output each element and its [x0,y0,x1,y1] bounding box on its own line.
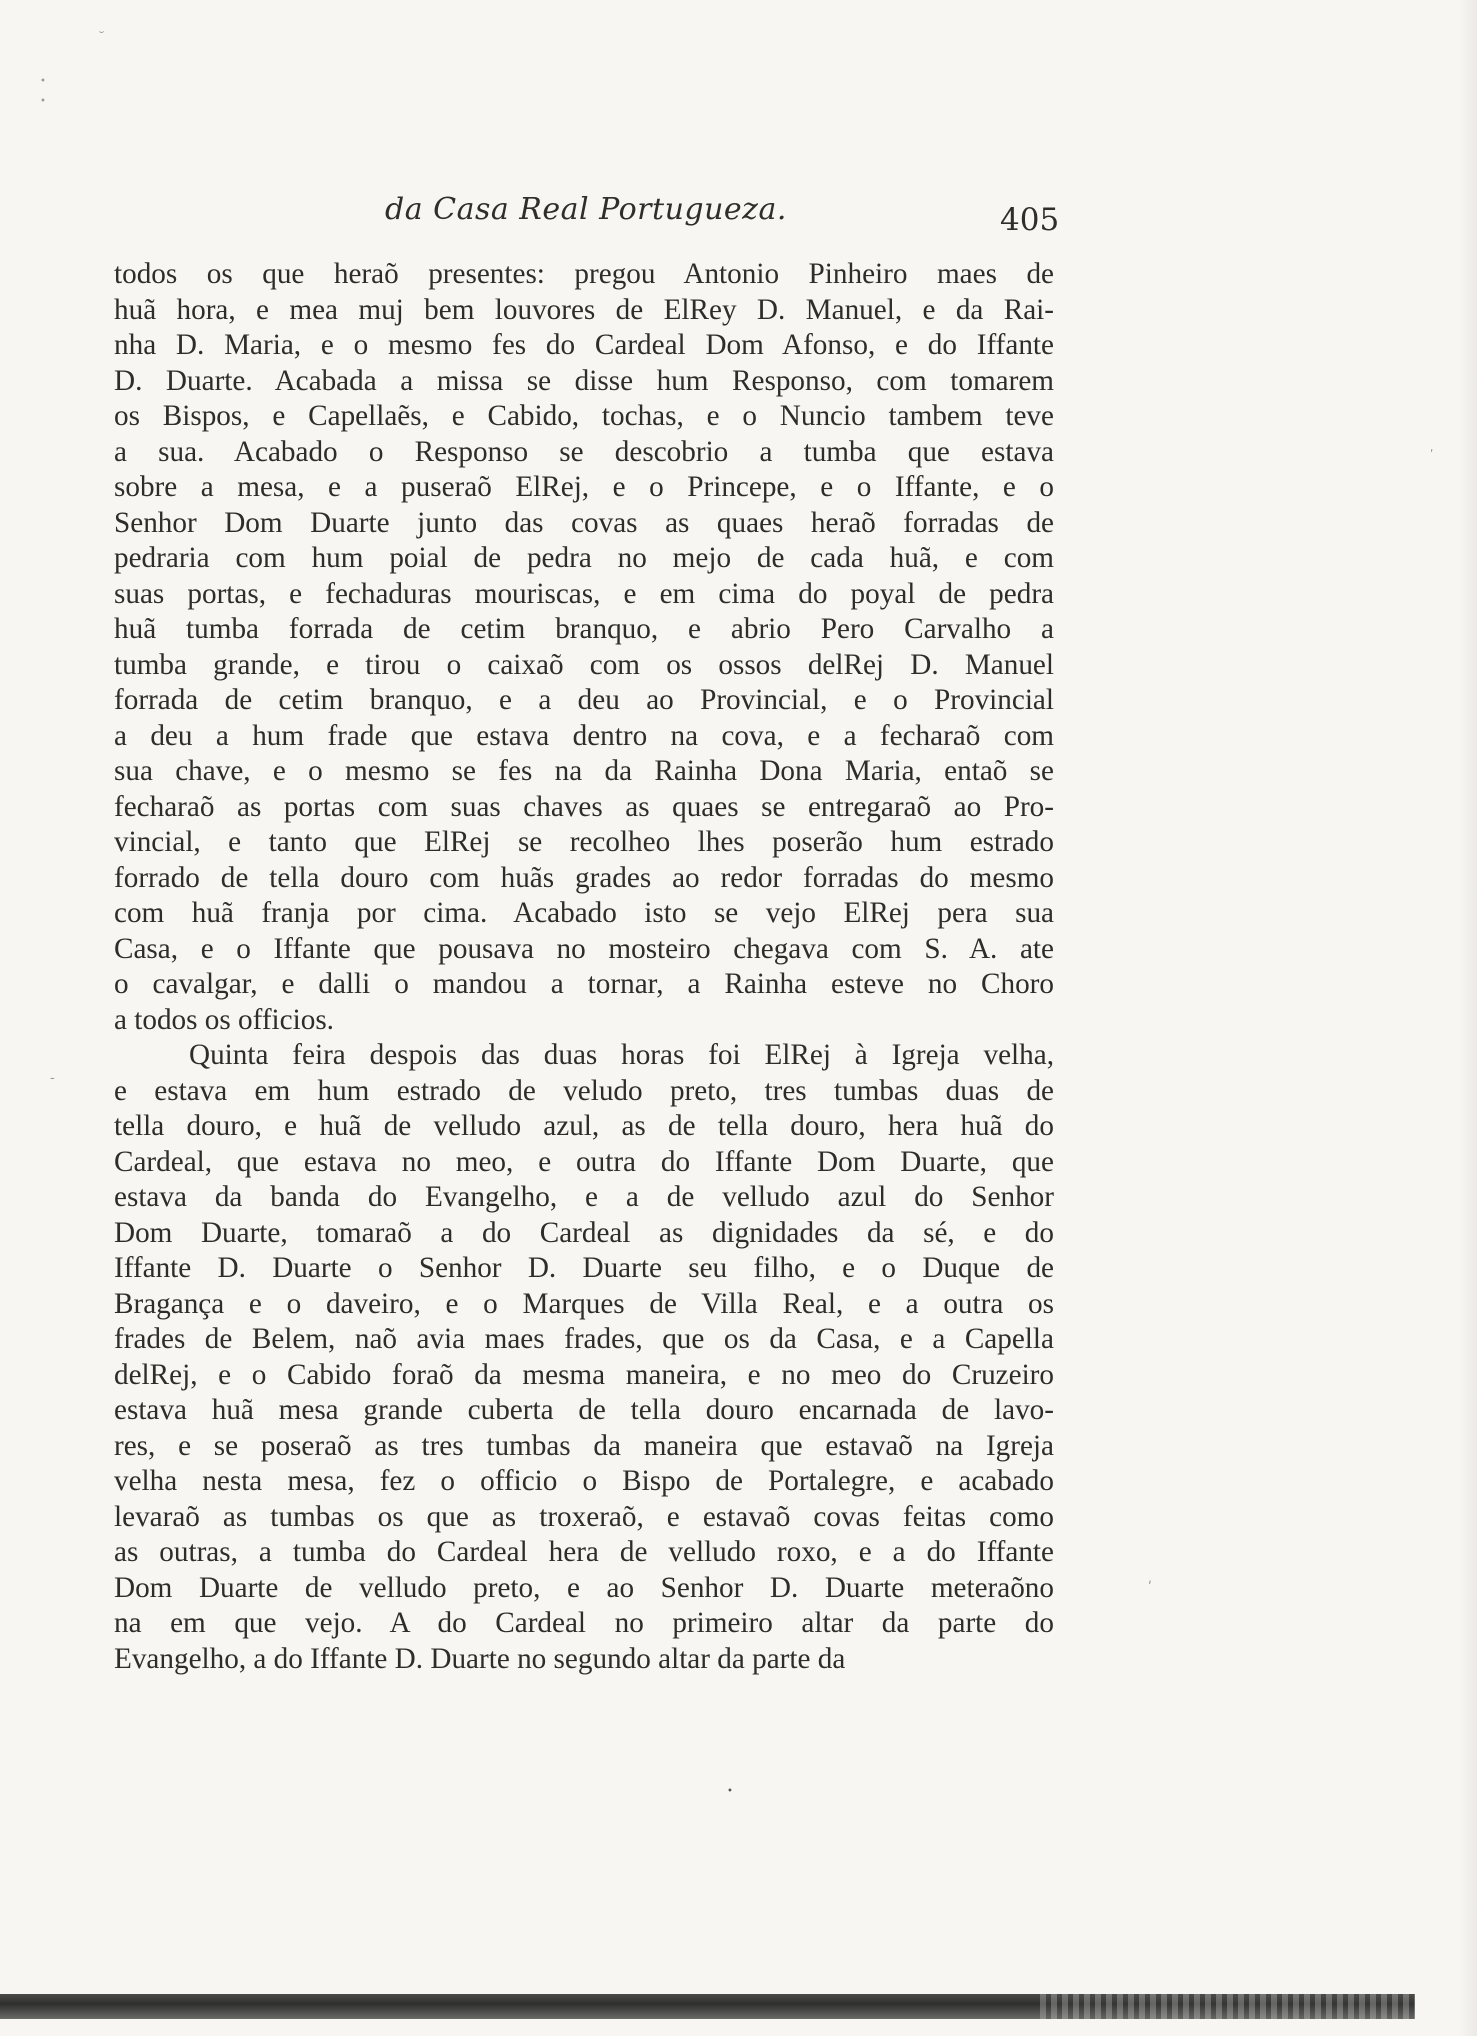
page-edge-shadow [1459,0,1477,2036]
body-text [114,257,1054,1677]
text-line: a todos os officios. [114,1003,334,1036]
text-line: Dom Duarte, tomaraõ a do Cardeal as dignidades da sé, e do [114,1216,1054,1249]
scan-speck: - [50,1070,55,1086]
text-line: Casa, e o Iffante que pousava no mosteiro chegava com S. A. ate [114,932,1054,965]
text-line: a deu a hum frade que estava dentro na cova, e a fecharaõ com [114,719,1054,752]
text-line: e estava em hum estrado de veludo preto, tres tumbas duas de [114,1074,1054,1107]
scan-speck: ˘ [98,30,105,46]
scan-speck: ʹ [1430,448,1434,462]
text-line: delRej, e o Cabido foraõ da mesma maneira, e no meo do Cruzeiro [114,1358,1054,1391]
scan-speck: • [40,76,46,87]
text-line: Cardeal, que estava no meo, e outra do Iffante Dom Duarte, que [114,1145,1054,1178]
text-line: sua chave, e o mesmo se fes na da Rainha Dona Maria, entaõ se [114,755,1054,787]
scan-speck: • [40,96,46,107]
text-line: Bragança e o daveiro, e o Marques de Villa Real, e a outra os [114,1287,1054,1320]
text-line: na em que vejo. A do Cardeal no primeiro altar da parte do [114,1607,1054,1639]
text-line: suas portas, e fechaduras mouriscas, e em cima do poyal de pedra [114,577,1054,610]
text-line: a sua. Acabado o Responso se descobrio a tumba que estava [114,435,1054,468]
text-line: huã hora, e mea muj bem louvores de ElRey D. Manuel, e da Rai- [114,293,1054,326]
text-line: res, e se poseraõ as tres tumbas da maneira que estavaõ na Igreja [114,1429,1054,1462]
text-line: forrado de tella douro com huãs grades ao redor forradas do mesmo [114,861,1054,894]
text-line: sobre a mesa, e a puseraõ ElRej, e o Princepe, e o Iffante, e o [114,471,1054,503]
text-line: todos os que heraõ presentes: pregou Antonio Pinheiro maes de [114,258,1054,290]
scanner-edge-texture [1040,1994,1415,2019]
text-line: pedraria com hum poial de pedra no mejo de cada huã, e com [114,542,1054,574]
text-line: D. Duarte. Acabada a missa se disse hum Responso, com tomarem [114,364,1054,397]
text-line: nha D. Maria, e o mesmo fes do Cardeal Dom Afonso, e do Iffante [114,329,1054,361]
text-line: huã tumba forrada de cetim branquo, e abrio Pero Carvalho a [114,613,1054,645]
text-line: as outras, a tumba do Cardeal hera de velludo roxo, e a do Iffante [114,1536,1054,1568]
text-line: com huã franja por cima. Acabado isto se vejo ElRej pera sua [114,897,1054,929]
text-line: frades de Belem, naõ avia maes frades, que os da Casa, e a Capella [114,1323,1054,1355]
text-line: velha nesta mesa, fez o officio o Bispo de Portalegre, e acabado [114,1465,1054,1497]
text-line: o cavalgar, e dalli o mandou a tornar, a Rainha esteve no Choro [114,968,1054,1000]
text-line: forrada de cetim branquo, e a deu ao Provincial, e o Provincial [114,684,1054,716]
text-line: estava huã mesa grande cuberta de tella douro encarnada de lavo- [114,1394,1054,1426]
text-line: estava da banda do Evangelho, e a de velludo azul do Senhor [114,1181,1054,1213]
text-line: Dom Duarte de velludo preto, e ao Senhor D. Duarte meteraõno [114,1571,1054,1604]
text-line: tumba grande, e tirou o caixaõ com os ossos delRej D. Manuel [114,648,1054,681]
text-line: Senhor Dom Duarte junto das covas as quaes heraõ forradas de [114,506,1054,539]
text-line: fecharaõ as portas com suas chaves as quaes se entregaraõ ao Pro- [114,790,1054,823]
scan-speck: • [727,1786,733,1797]
text-line: Quinta feira despois das duas horas foi ElRej à Igreja velha, [189,1039,1054,1071]
text-line: tella douro, e huã de velludo azul, as de tella douro, hera huã do [114,1110,1054,1142]
text-line: Evangelho, a do Iffante D. Duarte no segundo altar da parte da [114,1642,846,1675]
text-line: levaraõ as tumbas os que as troxeraõ, e estavaõ covas feitas como [114,1500,1054,1533]
page-number: 405 [1000,202,1060,238]
text-line: os Bispos, e Capellaẽs, e Cabido, tochas, e o Nuncio tambem teve [114,400,1054,432]
scan-speck: ʹ [1148,1580,1152,1596]
running-head-title: da Casa Real Portugueza. [385,192,787,227]
text-line: vincial, e tanto que ElRej se recolheo lhes poserão hum estrado [114,826,1054,858]
text-line: Iffante D. Duarte o Senhor D. Duarte seu filho, e o Duque de [114,1252,1054,1284]
